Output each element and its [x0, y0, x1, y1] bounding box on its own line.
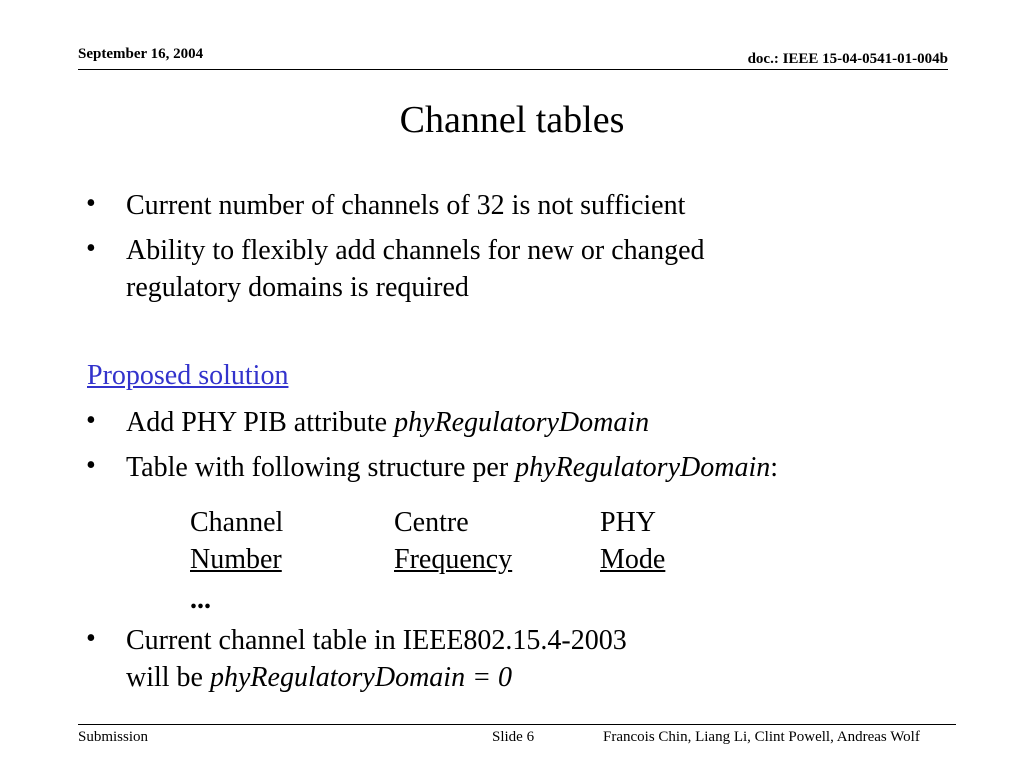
bullet-text-prefix: will be [126, 662, 210, 693]
attribute-name: phyRegulatoryDomain [394, 407, 650, 438]
attribute-name: phyRegulatoryDomain [515, 452, 771, 483]
bullet-marker: • [86, 623, 96, 654]
col-phy-line1: PHY [600, 507, 657, 538]
bullet-marker: • [86, 233, 96, 264]
col-frequency-line2: Frequency [394, 544, 513, 575]
bullet-text-prefix: Add PHY PIB attribute [126, 407, 395, 438]
footer-divider [78, 724, 956, 725]
proposed-solution-link[interactable]: Proposed solution [87, 360, 289, 391]
bullet-marker: • [86, 450, 96, 481]
footer-slide-number: Slide 6 [492, 729, 535, 745]
bullet-text-prefix: Table with following structure per [126, 452, 516, 483]
attribute-expression: phyRegulatoryDomain = 0 [210, 662, 512, 693]
bullet-text-line2: regulatory domains is required [126, 272, 469, 303]
bullet-text-suffix: : [770, 452, 778, 483]
header-doc-id: doc.: IEEE 15-04-0541-01-004b [747, 51, 948, 67]
bullet-text-line1: Current channel table in IEEE802.15.4-2003 [126, 625, 627, 656]
table-ellipsis: ... [190, 584, 211, 615]
bullet-text-line2 [126, 659, 512, 697]
header-divider [78, 69, 948, 70]
slide-title: Channel tables [399, 99, 625, 141]
bullet-text [126, 404, 649, 442]
col-frequency-line1: Centre [394, 507, 469, 538]
col-channel-line1: Channel [190, 507, 284, 538]
bullet-marker: • [86, 405, 96, 436]
col-phy-line2: Mode [600, 544, 666, 575]
footer-authors: Francois Chin, Liang Li, Clint Powell, Andreas Wolf [603, 729, 920, 745]
header-date: September 16, 2004 [78, 46, 204, 62]
col-channel-line2: Number [190, 544, 282, 575]
footer-submission: Submission [78, 729, 149, 745]
bullet-marker: • [86, 188, 96, 219]
bullet-text: Current number of channels of 32 is not sufficient [126, 190, 686, 221]
bullet-text-line1: Ability to flexibly add channels for new or changed [126, 235, 705, 266]
bullet-text [126, 449, 778, 487]
